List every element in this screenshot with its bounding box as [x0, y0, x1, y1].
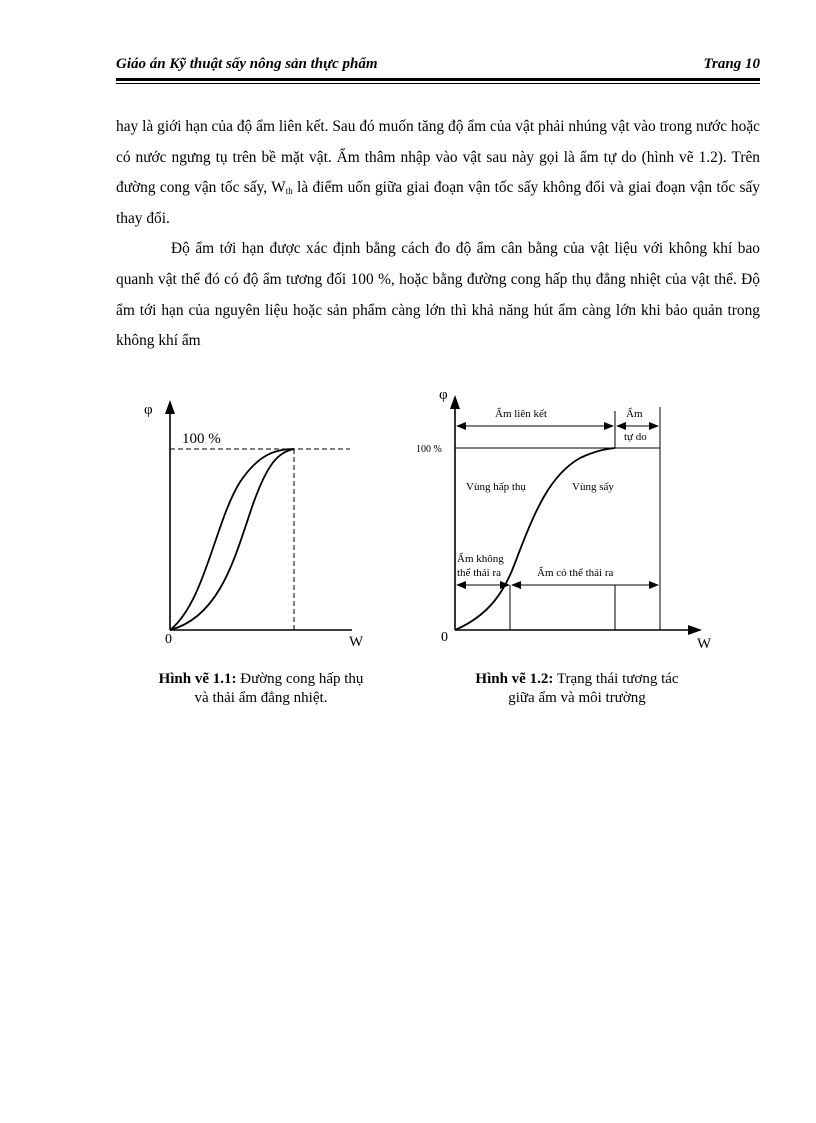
- figure-1-2: [410, 385, 710, 665]
- body-text: [116, 112, 760, 357]
- bound-moisture-label: Ẩm liên kết: [495, 408, 547, 420]
- figure-1-2-diagram: [410, 385, 710, 665]
- y-axis-label: φ: [144, 402, 153, 418]
- y-axis-arrow-icon: [450, 395, 460, 409]
- absorption-zone-label: Vùng hấp thụ: [466, 481, 526, 493]
- desorption-curve: [170, 449, 294, 630]
- page-number: Trang 10: [703, 56, 760, 72]
- arrow-left-icon: [511, 581, 521, 589]
- arrow-right-icon: [649, 422, 659, 430]
- x-axis-label: W: [349, 634, 364, 650]
- origin-label: 0: [165, 632, 172, 647]
- arrow-left-icon: [616, 422, 626, 430]
- paragraph-2: Độ ẩm tới hạn được xác định bằng cách đo độ ẩm cân bằng của vật liệu với không khí bao quanh vật thể đó có độ ẩm tương đối 100 %, hoặc bằng đường cong hấp thụ đẳng nhiệt của vật thể. Độ ẩm tới hạn của nguyên liệu hoặc sản phẩm càng lớn thì khả năng hút ẩm càng lớn khi bảo quản trong không khí ẩm: [116, 240, 760, 350]
- x-axis-arrow-icon: [688, 625, 702, 635]
- paragraph-1: [116, 112, 760, 234]
- paragraph-1-part-2: là điểm uốn giữa giai đoạn vận tốc sấy không đổi và giai đoạn vận tốc sấy thay đổi.: [116, 179, 761, 227]
- absorption-curve: [170, 449, 294, 630]
- arrow-left-icon: [456, 422, 466, 430]
- level-100-label: 100 %: [182, 431, 221, 447]
- figure-1-1: [130, 392, 380, 662]
- origin-label: 0: [441, 630, 448, 645]
- header-rule-thin: [116, 83, 760, 84]
- figure-1-1-caption: [116, 670, 406, 708]
- non-removable-label-1: Ẩm không: [457, 553, 504, 565]
- arrow-left-icon: [456, 581, 466, 589]
- document-title: Giáo án Kỹ thuật sấy nông sản thực phẩm: [116, 56, 378, 72]
- figure-1-2-caption-line-2: giữa ẩm và môi trường: [508, 690, 646, 706]
- removable-label: Ẩm có thể thải ra: [537, 567, 614, 579]
- page-header: [116, 56, 760, 78]
- y-axis-arrow-icon: [165, 400, 175, 414]
- figure-1-2-caption-line-1: Trạng thái tương tác: [553, 671, 679, 687]
- x-axis-label: W: [697, 636, 712, 652]
- arrow-right-icon: [604, 422, 614, 430]
- arrow-right-icon: [649, 581, 659, 589]
- paragraph-1-part-1: hay là giới hạn của độ ẩm liên kết. Sau đó muốn tăng độ ẩm của vật phải nhúng vật vào trong nước hoặc có nước ngưng tụ trên bề mặt vật. Ẩm thâm nhập vào vật sau này gọi là ẩm tự do (hình vẽ 1.2). Trên đường cong vận tốc sấy, W: [116, 118, 760, 197]
- sorption-curve: [455, 448, 615, 630]
- free-moisture-label-2: tự do: [624, 431, 647, 443]
- figure-1-1-caption-line-1: Đường cong hấp thụ: [236, 671, 364, 687]
- drying-zone-label: Vùng sấy: [572, 481, 614, 493]
- figure-1-2-caption-label: Hình vẽ 1.2:: [475, 671, 554, 687]
- non-removable-label-2: thể thải ra: [457, 567, 501, 579]
- header-rule: [116, 78, 760, 81]
- level-100-label: 100 %: [416, 444, 442, 455]
- subscript-th: th: [285, 186, 293, 197]
- figure-1-1-diagram: [130, 392, 380, 662]
- figure-1-2-caption: [432, 670, 722, 708]
- figure-1-1-caption-label: Hình vẽ 1.1:: [158, 671, 237, 687]
- y-axis-label: φ: [439, 387, 448, 403]
- free-moisture-label-1: Ẩm: [626, 408, 643, 420]
- figure-1-1-caption-line-2: và thải ẩm đẳng nhiệt.: [194, 690, 328, 706]
